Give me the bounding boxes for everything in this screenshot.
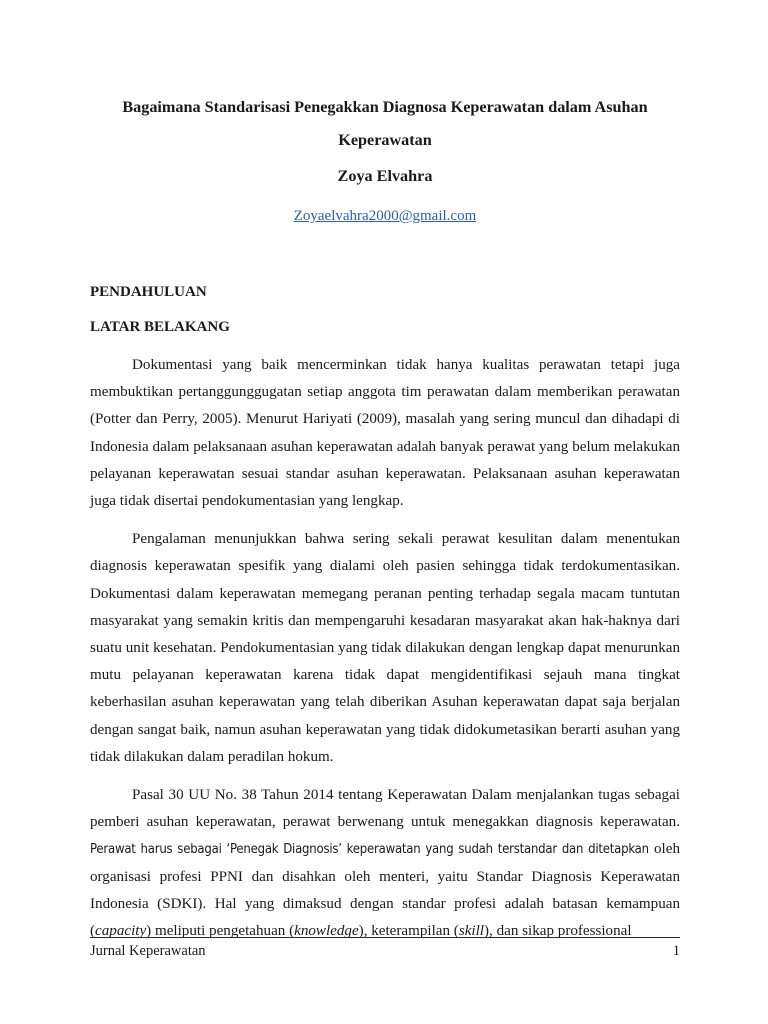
- paragraph-text: Pasal 30 UU No. 38 Tahun 2014 tentang Keperawatan Dalam menjalankan tugas sebagai pemberi asuhan keperawatan, perawat berwenang untuk menegakkan diagnosis keperawatan.: [90, 787, 680, 831]
- author-email: [90, 204, 680, 228]
- document-title: Bagaimana Standarisasi Penegakkan Diagnosa Keperawatan dalam Asuhan Keperawatan: [122, 98, 648, 149]
- italic-term: skill: [458, 923, 484, 940]
- body-text: [90, 352, 680, 945]
- paragraph: Dokumentasi yang baik mencerminkan tidak hanya kualitas perawatan tetapi juga membuktikan pertanggunggugatan setiap anggota tim perawatan dalam memberikan perawatan (Potter dan Perry, 2005). Menurut Hariyati (2009), masalah yang sering muncul dan dihadapi di Indonesia dalam pelaksanaan asuhan keperawatan adalah banyak perawat yang belum melakukan pelayanan keperawatan sesuai standar asuhan keperawatan. Pelaksanaan asuhan keperawatan juga tidak disertai pendokumentasian yang lengkap.: [90, 357, 680, 510]
- author-name: Zoya Elvahra: [337, 167, 433, 185]
- italic-term: capacity: [95, 923, 147, 940]
- paragraph-text: oleh organisasi profesi PPNI dan disahkan oleh menteri, yaitu Standar Diagnosis Keperawatan Indonesia (SDKI). Hal yang dimaksud dengan standar profesi adalah batasan kemampuan (: [90, 841, 680, 940]
- footer-divider: [90, 937, 680, 938]
- email-link[interactable]: Zoyaelvahra2000@gmail.com: [293, 208, 477, 224]
- subsection-heading: LATAR BELAKANG: [90, 319, 230, 335]
- paragraph-text: ) meliputi pengetahuan (: [146, 923, 295, 940]
- paragraph-text: ), dan sikap professional: [484, 923, 632, 940]
- italic-term: knowledge: [294, 923, 359, 940]
- paragraph: [90, 782, 680, 945]
- paragraph: Pengalaman menunjukkan bahwa sering sekali perawat kesulitan dalam menentukan diagnosis keperawatan spesifik yang dialami oleh pasien sehingga tidak terdokumentasikan. Dokumentasi dalam keperawatan memegang peranan penting terhadap segala macam tuntutan masyarakat yang semakin kritis dan mempengaruhi kesadaran masyarakat akan hak-haknya dari suatu unit kesehatan. Pendokumentasian yang tidak dilakukan dengan lengkap dapat menurunkan mutu pelayanan keperawatan karena tidak dapat mengidentifikasi sejauh mana tingkat keberhasilan asuhan keperawatan yang telah diberikan Asuhan keperawatan dapat saja berjalan dengan sangat baik, namun asuhan keperawatan yang tidak didokumetasikan berarti asuhan yang tidak dilakukan dalam peradilan hokum.: [90, 531, 680, 765]
- footer-journal-name: Jurnal Keperawatan: [90, 943, 206, 959]
- footer-page-number: 1: [672, 943, 680, 959]
- paragraph-text: ), keterampilan (: [358, 923, 459, 940]
- paragraph-text: Perawat harus sebagai ‘Penegak Diagnosis’ keperawatan yang sudah terstandar dan ditetapkan: [90, 842, 649, 858]
- section-heading: PENDAHULUAN: [90, 284, 207, 300]
